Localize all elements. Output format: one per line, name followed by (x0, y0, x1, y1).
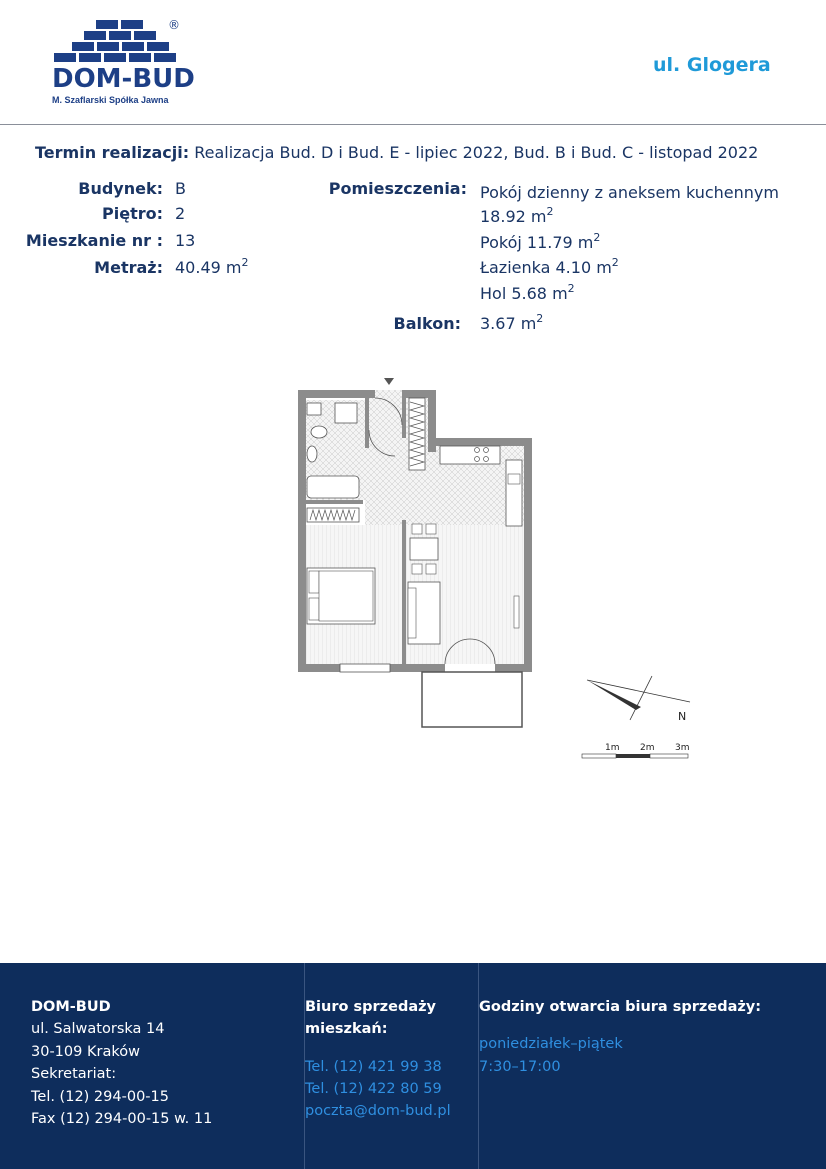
company-name: DOM-BUD (31, 999, 111, 1015)
room-item-sup: 2 (567, 282, 575, 295)
company-logo (50, 18, 195, 108)
room-item-text: Łazienka 4.10 m (480, 258, 612, 277)
rooms-label: Pomieszczenia: (328, 179, 467, 198)
north-arrow-icon (587, 680, 641, 710)
hours-days: poniedziałek–piątek (479, 1036, 623, 1052)
metraz-sup: 2 (241, 256, 249, 269)
metraz-value (175, 258, 248, 277)
budynek-value: B (175, 179, 186, 198)
budynek-label: Budynek: (78, 179, 163, 198)
room-item (480, 207, 553, 226)
sales-email-link[interactable]: poczta@dom-bud.pl (305, 1103, 451, 1119)
sales-phone-link[interactable]: Tel. (12) 421 99 38 (305, 1059, 442, 1075)
metraz-number: 40.49 m (175, 258, 242, 277)
logo-brand: DOM-BUD (52, 64, 195, 94)
balkon-label: Balkon: (393, 314, 461, 333)
mieszkanie-label: Mieszkanie nr : (25, 231, 163, 250)
north-label: N (678, 710, 687, 723)
room-item-sup: 2 (611, 256, 619, 269)
kitchen-counter (440, 446, 500, 464)
hours-time: 7:30–17:00 (479, 1059, 561, 1075)
scale-label: 1m (605, 743, 620, 753)
pietro-label: Piętro: (102, 204, 163, 223)
logo-subtitle: M. Szaflarski Spółka Jawna (52, 95, 169, 105)
footer-sales (305, 963, 475, 1169)
metraz-label: Metraż: (94, 258, 163, 277)
registered-mark: ® (168, 18, 180, 32)
toilet-icon (311, 426, 327, 438)
room-item: Pokój dzienny z aneksem kuchennym (480, 183, 779, 202)
sales-heading-2: mieszkań: (305, 1021, 388, 1037)
room-item-text: Hol 5.68 m (480, 284, 568, 303)
company-phone: Tel. (12) 294-00-15 (31, 1089, 169, 1105)
room-item (480, 258, 619, 277)
footer-hours (479, 963, 819, 1169)
company-address2: 30-109 Kraków (31, 1044, 140, 1060)
dining-table-icon (410, 538, 438, 560)
header-divider (0, 124, 826, 125)
mieszkanie-value: 13 (175, 231, 196, 250)
termin-label: Termin realizacji: (35, 143, 190, 162)
pietro-value: 2 (175, 204, 186, 223)
footer-company (31, 963, 301, 1169)
entrance-arrow-icon (384, 378, 394, 385)
floor-plan (290, 370, 710, 770)
street-name: ul. Glogera (653, 54, 771, 76)
company-secretariat: Sekretariat: (31, 1066, 117, 1082)
hall-wardrobe-icon (409, 398, 425, 470)
scale-label: 2m (640, 743, 655, 753)
hours-heading: Godziny otwarcia biura sprzedaży: (479, 999, 762, 1015)
termin-value: Realizacja Bud. D i Bud. E - lipiec 2022, Bud. B i Bud. C - listopad 2022 (194, 143, 759, 162)
room-item (480, 284, 575, 303)
room-item-text: 18.92 m (480, 207, 547, 226)
footer (0, 963, 826, 1169)
kitchen-sink-icon (508, 474, 520, 484)
balcony (422, 672, 522, 727)
sales-heading: Biuro sprzedaży (305, 999, 436, 1015)
radiator-icon (514, 596, 519, 628)
scale-label: 3m (675, 743, 690, 753)
room-item-text: Pokój 11.79 m (480, 233, 594, 252)
room-item-sup: 2 (593, 231, 601, 244)
sales-phone-link[interactable]: Tel. (12) 422 80 59 (305, 1081, 442, 1097)
balkon-sup: 2 (536, 312, 544, 325)
sink-icon (307, 446, 317, 462)
balkon-value (480, 314, 543, 333)
room-item-sup: 2 (546, 205, 554, 218)
company-address1: ul. Salwatorska 14 (31, 1021, 165, 1037)
balkon-number: 3.67 m (480, 314, 537, 333)
room-item (480, 233, 600, 252)
termin-row (35, 143, 758, 162)
bathtub-icon (307, 476, 359, 498)
company-fax: Fax (12) 294-00-15 w. 11 (31, 1111, 213, 1127)
scale-bar (582, 743, 690, 758)
